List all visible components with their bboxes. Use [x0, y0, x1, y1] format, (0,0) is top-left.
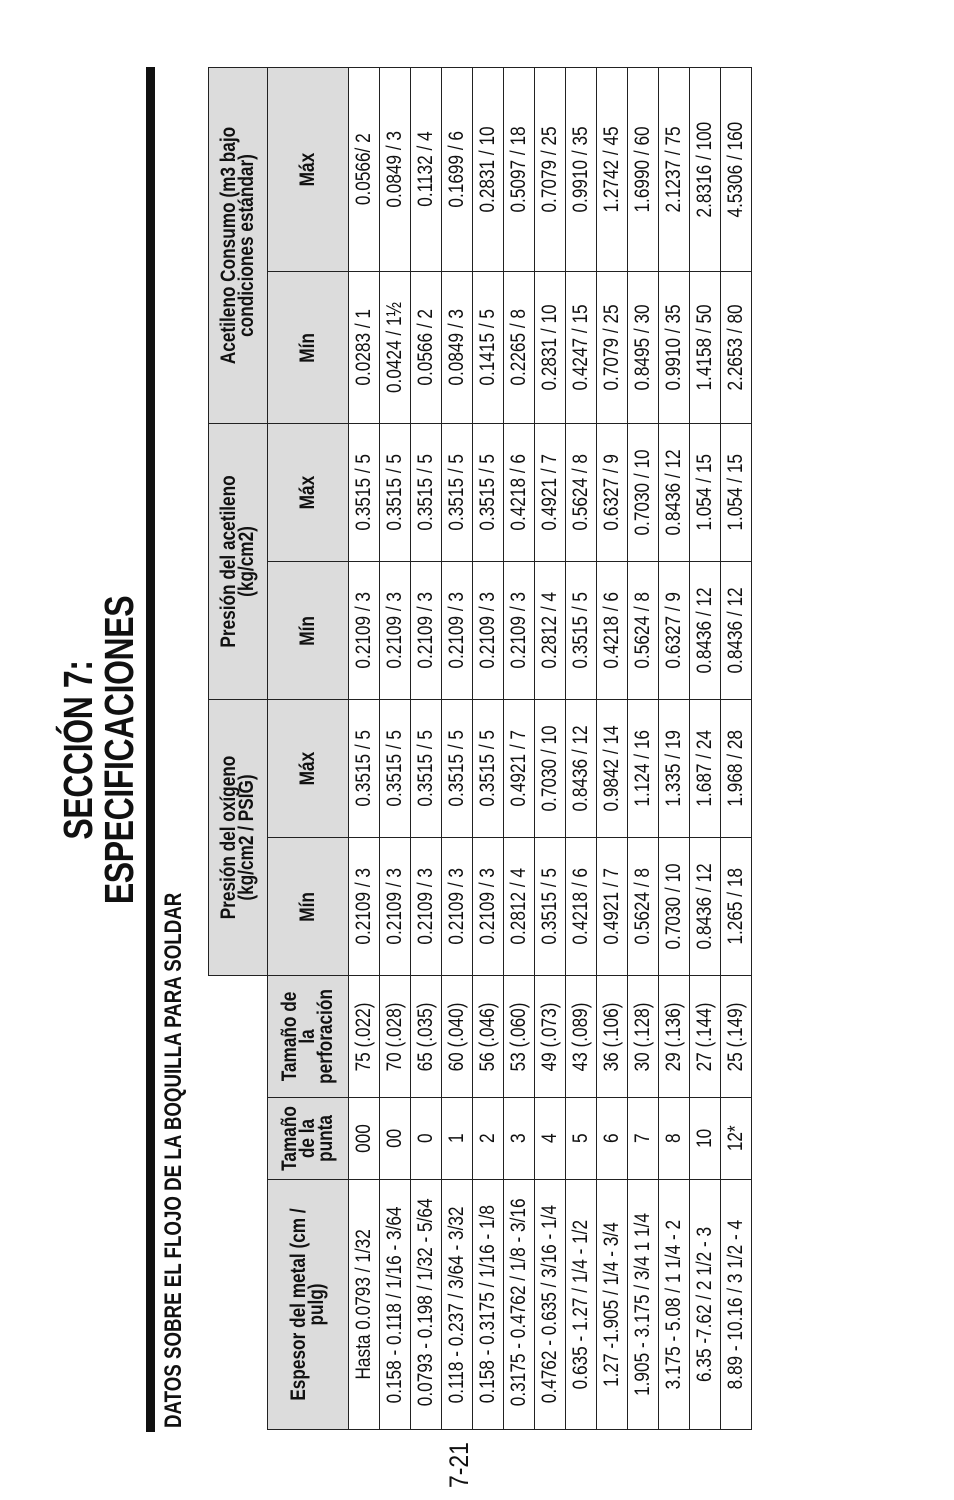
- table-row: [535, 67, 566, 1429]
- cell-value: 0.4762 - 0.635 / 3/16 - 1/4: [538, 1205, 561, 1404]
- cell-value: 0.8495 / 30: [631, 304, 654, 391]
- cell-value: 0.2109 / 3: [507, 592, 530, 669]
- table-cell: [411, 975, 442, 1097]
- cell-value: 0: [414, 1133, 437, 1144]
- cell-value: 0.5624 / 8: [631, 868, 654, 945]
- table-cell: [721, 271, 752, 423]
- cell-value: 0.7079 / 25: [538, 126, 561, 213]
- table-cell: [628, 837, 659, 975]
- table-cell: [411, 1180, 442, 1430]
- cell-value: 0.3515 / 5: [476, 730, 499, 807]
- cell-value: 60 (.040): [445, 1002, 468, 1071]
- cell-value: 1: [445, 1133, 468, 1144]
- cell-value: 0.4921 / 7: [600, 868, 623, 945]
- table-cell: [659, 67, 690, 271]
- cell-value: 0.0793 - 0.198 / 1/32 - 5/64: [414, 1198, 437, 1407]
- cell-value: 0.158 - 0.118 / 1/16 - 3/64: [383, 1206, 406, 1403]
- cell-value: 1.968 / 28: [724, 730, 747, 807]
- table-cell: [380, 271, 411, 423]
- table-cell: [690, 423, 721, 561]
- table-body: [349, 67, 752, 1429]
- cell-value: 0.158 - 0.3175 / 1/16 - 1/8: [476, 1205, 499, 1404]
- table-row: [659, 67, 690, 1429]
- table-cell: [535, 1098, 566, 1180]
- table-cell: [690, 975, 721, 1097]
- table-cell: [535, 423, 566, 561]
- cell-value: 1.054 / 15: [724, 454, 747, 531]
- section-heading: [55, 0, 142, 1500]
- cell-value: 0.2109 / 3: [383, 868, 406, 945]
- table-cell: [659, 423, 690, 561]
- cell-value: 0.2109 / 3: [445, 868, 468, 945]
- cell-value: 0.1699 / 6: [445, 131, 468, 208]
- cell-value: 43 (.089): [569, 1002, 592, 1071]
- header-oxygen-max: [268, 699, 349, 837]
- table-cell: [690, 561, 721, 699]
- table-cell: [566, 1180, 597, 1430]
- header-metal: [268, 1180, 349, 1430]
- table-cell: [597, 423, 628, 561]
- cell-value: 12*: [724, 1125, 747, 1152]
- table-cell: [380, 423, 411, 561]
- table-cell: [628, 561, 659, 699]
- table-cell: [504, 67, 535, 271]
- table-cell: [566, 837, 597, 975]
- table-cell: [628, 271, 659, 423]
- table-cell: [566, 561, 597, 699]
- header-acetylene-label: Presión del acetileno (kg/cm2): [217, 475, 258, 648]
- cell-value: 0.1415 / 5: [476, 309, 499, 386]
- cell-value: 7: [631, 1133, 654, 1144]
- table-row: [380, 67, 411, 1429]
- cell-value: 0.5624 / 8: [569, 454, 592, 531]
- table-cell: [504, 837, 535, 975]
- table-cell: [690, 699, 721, 837]
- table-cell: [411, 837, 442, 975]
- cell-value: 0.4218 / 6: [569, 868, 592, 945]
- table-cell: [690, 837, 721, 975]
- header-oxygen: [209, 699, 268, 975]
- table-cell: [411, 271, 442, 423]
- cell-value: 0.0566/ 2: [352, 133, 375, 206]
- table-cell: [380, 975, 411, 1097]
- cell-value: 0.7030 / 10: [631, 449, 654, 536]
- table-cell: [535, 67, 566, 271]
- cell-value: 0.0566 / 2: [414, 309, 437, 386]
- table-row: [473, 67, 504, 1429]
- table-cell: [504, 561, 535, 699]
- cell-value: 6.35 -7.62 / 2 1/2 - 3: [693, 1226, 716, 1383]
- heading-rule: [146, 67, 155, 1432]
- cell-value: 0.4218 / 6: [507, 454, 530, 531]
- cell-value: 2.1237 / 75: [662, 126, 685, 213]
- cell-value: 0.2831 / 10: [538, 304, 561, 391]
- table-cell: [628, 1098, 659, 1180]
- table-cell: [442, 1180, 473, 1430]
- table-cell: [597, 271, 628, 423]
- table-row: [504, 67, 535, 1429]
- cell-value: 0.3515 / 5: [414, 454, 437, 531]
- min-label: Mín: [296, 891, 319, 922]
- cell-value: 0.8436 / 12: [693, 587, 716, 674]
- table-cell: [566, 699, 597, 837]
- table-row: [411, 67, 442, 1429]
- table-cell: [535, 975, 566, 1097]
- table-cell: [597, 837, 628, 975]
- table-cell: [473, 975, 504, 1097]
- max-label: Máx: [296, 152, 319, 187]
- table-cell: [349, 67, 380, 271]
- cell-value: 1.905 - 3.175 / 3/4 1 1/4: [631, 1213, 654, 1396]
- table-cell: [442, 423, 473, 561]
- table-cell: [504, 1098, 535, 1180]
- header-tip-label: Tamaño de la punta: [278, 1106, 337, 1171]
- table-cell: [473, 271, 504, 423]
- table-cell: [411, 561, 442, 699]
- cell-value: 0.7079 / 25: [600, 304, 623, 391]
- table-cell: [535, 271, 566, 423]
- cell-value: 0.2109 / 3: [445, 592, 468, 669]
- table-cell: [535, 837, 566, 975]
- table-cell: [473, 1180, 504, 1430]
- table-cell: [411, 67, 442, 271]
- table-row: [628, 67, 659, 1429]
- table-cell: [473, 1098, 504, 1180]
- table-cell: [473, 837, 504, 975]
- table-cell: [380, 561, 411, 699]
- cell-value: 0.0283 / 1: [352, 309, 375, 386]
- cell-value: 36 (.106): [600, 1002, 623, 1071]
- cell-value: 000: [352, 1124, 375, 1153]
- header-metal-label: Espesor del metal (cm / pulg): [287, 1208, 328, 1401]
- table-cell: [659, 271, 690, 423]
- cell-value: 0.3515 / 5: [383, 730, 406, 807]
- cell-value: 4: [538, 1133, 561, 1144]
- cell-value: 4.5306 / 160: [724, 121, 747, 218]
- section-subtitle: ESPECIFICACIONES: [96, 595, 142, 905]
- table-row: [349, 67, 380, 1429]
- table-cell: [721, 837, 752, 975]
- table-row: [442, 67, 473, 1429]
- cell-value: 0.6327 / 9: [600, 454, 623, 531]
- table-cell: [349, 271, 380, 423]
- table-cell: [349, 423, 380, 561]
- table-cell: [442, 271, 473, 423]
- cell-value: 8: [662, 1133, 685, 1144]
- cell-value: 1.054 / 15: [693, 454, 716, 531]
- cell-value: 1.6990 / 60: [631, 126, 654, 213]
- table-cell: [721, 1180, 752, 1430]
- table-cell: [380, 1180, 411, 1430]
- cell-value: 0.2812 / 4: [538, 592, 561, 669]
- table-cell: [690, 271, 721, 423]
- table-cell: [504, 423, 535, 561]
- cell-value: 0.9910 / 35: [662, 304, 685, 391]
- table-cell: [597, 67, 628, 271]
- table-cell: [597, 1180, 628, 1430]
- cell-value: 49 (.073): [538, 1002, 561, 1071]
- table-cell: [504, 271, 535, 423]
- cell-value: 0.4218 / 6: [600, 592, 623, 669]
- table-cell: [690, 67, 721, 271]
- table-cell: [628, 1180, 659, 1430]
- table-cell: [473, 561, 504, 699]
- table-cell: [721, 699, 752, 837]
- cell-value: 5: [569, 1133, 592, 1144]
- cell-value: 0.1132 / 4: [414, 131, 437, 208]
- table-cell: [566, 67, 597, 271]
- table-cell: [721, 1098, 752, 1180]
- table-cell: [597, 561, 628, 699]
- min-label: Mín: [296, 332, 319, 363]
- cell-value: 0.2109 / 3: [414, 868, 437, 945]
- cell-value: 0.8436 / 12: [693, 863, 716, 950]
- cell-value: 0.635 - 1.27 / 1/4 - 1/2: [569, 1219, 592, 1390]
- cell-value: 0.7030 / 10: [662, 863, 685, 950]
- table-cell: [628, 699, 659, 837]
- table-cell: [721, 975, 752, 1097]
- cell-value: 0.0424 / 1½: [383, 301, 406, 393]
- header-acetylene-min: [268, 561, 349, 699]
- table-title: DATOS SOBRE EL FLOJO DE LA BOQUILLA PARA SOLDAR: [160, 892, 187, 1428]
- cell-value: 0.2812 / 4: [507, 868, 530, 945]
- cell-value: 3: [507, 1133, 530, 1144]
- table-cell: [721, 67, 752, 271]
- cell-value: 0.9842 / 14: [600, 725, 623, 812]
- cell-value: 0.3515 / 5: [352, 730, 375, 807]
- header-consumption-max: [268, 67, 349, 271]
- cell-value: 1.265 / 18: [724, 868, 747, 945]
- table-cell: [473, 699, 504, 837]
- cell-value: 0.7030 / 10: [538, 725, 561, 812]
- cell-value: 0.3515 / 5: [569, 592, 592, 669]
- cell-value: 0.2265 / 8: [507, 309, 530, 386]
- table-cell: [411, 1098, 442, 1180]
- cell-value: 65 (.035): [414, 1002, 437, 1071]
- cell-value: 0.2109 / 3: [476, 868, 499, 945]
- table-cell: [473, 67, 504, 271]
- header-consumption-min: [268, 271, 349, 423]
- welding-tip-flow-table: [208, 67, 752, 1430]
- table-cell: [659, 975, 690, 1097]
- table-cell: [628, 423, 659, 561]
- cell-value: 0.4921 / 7: [538, 454, 561, 531]
- table-cell: [659, 699, 690, 837]
- cell-value: 29 (.136): [662, 1002, 685, 1071]
- cell-value: 0.3515 / 5: [445, 454, 468, 531]
- cell-value: 0.2109 / 3: [476, 592, 499, 669]
- table-cell: [566, 975, 597, 1097]
- table-cell: [566, 271, 597, 423]
- table-cell: [411, 423, 442, 561]
- cell-value: 6: [600, 1133, 623, 1144]
- cell-value: 10: [693, 1128, 716, 1149]
- cell-value: 0.3515 / 5: [352, 454, 375, 531]
- cell-value: 3.175 - 5.08 / 1 1/4 - 2: [662, 1219, 685, 1390]
- cell-value: 53 (.060): [507, 1002, 530, 1071]
- table-cell: [597, 699, 628, 837]
- header-acetylene: [209, 423, 268, 699]
- cell-value: 0.3515 / 5: [476, 454, 499, 531]
- cell-value: 00: [383, 1128, 406, 1149]
- table-cell: [349, 837, 380, 975]
- table-cell: [442, 67, 473, 271]
- cell-value: 0.4247 / 15: [569, 304, 592, 391]
- table-row: [597, 67, 628, 1429]
- cell-value: 25 (.149): [724, 1002, 747, 1071]
- table-cell: [349, 1098, 380, 1180]
- table-cell: [380, 699, 411, 837]
- header-acetylene-max: [268, 423, 349, 561]
- table-cell: [597, 975, 628, 1097]
- header-corner: [209, 975, 268, 1429]
- table-cell: [659, 1098, 690, 1180]
- table-cell: [628, 67, 659, 271]
- table-cell: [566, 1098, 597, 1180]
- cell-value: 1.687 / 24: [693, 730, 716, 807]
- cell-value: 0.8436 / 12: [569, 725, 592, 812]
- cell-value: 1.27 -1.905 / 1/4 - 3/4: [600, 1222, 623, 1387]
- table-cell: [442, 837, 473, 975]
- max-label: Máx: [296, 751, 319, 786]
- min-label: Mín: [296, 615, 319, 646]
- table-cell: [535, 561, 566, 699]
- table-cell: [628, 975, 659, 1097]
- table-cell: [473, 423, 504, 561]
- header-consumption: [209, 67, 268, 423]
- cell-value: 0.4921 / 7: [507, 730, 530, 807]
- cell-value: 0.2109 / 3: [414, 592, 437, 669]
- cell-value: 75 (.022): [352, 1002, 375, 1071]
- header-drill-label: Tamaño de la perforación: [278, 989, 337, 1084]
- table-cell: [566, 423, 597, 561]
- cell-value: 56 (.046): [476, 1002, 499, 1071]
- table-cell: [535, 699, 566, 837]
- cell-value: 27 (.144): [693, 1002, 716, 1071]
- table-cell: [721, 423, 752, 561]
- header-oxygen-min: [268, 837, 349, 975]
- table-cell: [659, 1180, 690, 1430]
- cell-value: 0.3515 / 5: [538, 868, 561, 945]
- table-cell: [504, 699, 535, 837]
- cell-value: Hasta 0.0793 / 1/32: [352, 1229, 375, 1380]
- page-number: 7-21: [444, 1442, 474, 1488]
- table-cell: [504, 975, 535, 1097]
- table-cell: [411, 699, 442, 837]
- table-row: [566, 67, 597, 1429]
- table-cell: [442, 699, 473, 837]
- header-drill: [268, 975, 349, 1097]
- cell-value: 0.6327 / 9: [662, 592, 685, 669]
- max-label: Máx: [296, 475, 319, 510]
- table-cell: [535, 1180, 566, 1430]
- cell-value: 0.0849 / 3: [383, 131, 406, 208]
- header-oxygen-label: Presión del oxígeno (kg/cm2 / PSIG): [217, 755, 258, 920]
- cell-value: 0.118 - 0.237 / 3/64 - 3/32: [445, 1206, 468, 1403]
- table-cell: [690, 1180, 721, 1430]
- table-cell: [690, 1098, 721, 1180]
- cell-value: 0.2831 / 10: [476, 126, 499, 213]
- cell-value: 1.2742 / 45: [600, 126, 623, 213]
- cell-value: 1.335 / 19: [662, 730, 685, 807]
- table-cell: [659, 561, 690, 699]
- table-cell: [442, 975, 473, 1097]
- cell-value: 0.9910 / 35: [569, 126, 592, 213]
- cell-value: 0.5624 / 8: [631, 592, 654, 669]
- cell-value: 0.0849 / 3: [445, 309, 468, 386]
- cell-value: 0.8436 / 12: [724, 587, 747, 674]
- cell-value: 0.3515 / 5: [445, 730, 468, 807]
- header-consumption-label: Acetileno Consumo (m3 bajo condiciones estándar): [217, 126, 258, 365]
- cell-value: 0.2109 / 3: [352, 592, 375, 669]
- table-cell: [349, 1180, 380, 1430]
- table-cell: [349, 699, 380, 837]
- cell-value: 2: [476, 1133, 499, 1144]
- table-cell: [659, 837, 690, 975]
- table-cell: [504, 1180, 535, 1430]
- header-tip: [268, 1098, 349, 1180]
- cell-value: 1.4158 / 50: [693, 304, 716, 391]
- cell-value: 1.124 / 16: [631, 730, 654, 807]
- table-row: [721, 67, 752, 1429]
- cell-value: 0.3515 / 5: [414, 730, 437, 807]
- cell-value: 0.2109 / 3: [352, 868, 375, 945]
- cell-value: 2.2653 / 80: [724, 304, 747, 391]
- cell-value: 8.89 - 10.16 / 3 1/2 - 4: [724, 1219, 747, 1390]
- table-cell: [349, 561, 380, 699]
- cell-value: 0.3175 - 0.4762 / 1/8 - 3/16: [507, 1198, 530, 1407]
- table-cell: [597, 1098, 628, 1180]
- table-cell: [380, 67, 411, 271]
- table-cell: [380, 837, 411, 975]
- cell-value: 70 (.028): [383, 1002, 406, 1071]
- cell-value: 0.8436 / 12: [662, 449, 685, 536]
- table-cell: [349, 975, 380, 1097]
- table-cell: [721, 561, 752, 699]
- cell-value: 0.3515 / 5: [383, 454, 406, 531]
- section-title: SECCIÓN 7:: [55, 660, 101, 840]
- cell-value: 2.8316 / 100: [693, 121, 716, 218]
- cell-value: 30 (.128): [631, 1002, 654, 1071]
- table-row: [690, 67, 721, 1429]
- cell-value: 0.5097 / 18: [507, 126, 530, 213]
- table-cell: [442, 561, 473, 699]
- table-cell: [442, 1098, 473, 1180]
- cell-value: 0.2109 / 3: [383, 592, 406, 669]
- table-cell: [380, 1098, 411, 1180]
